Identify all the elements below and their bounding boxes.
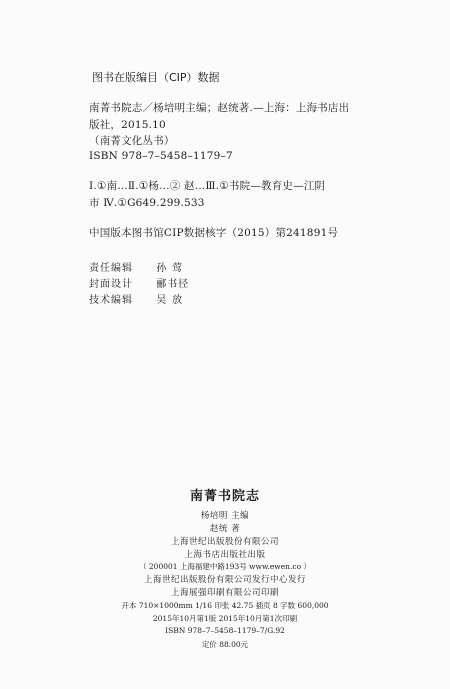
colophon-title: 南菁书院志 xyxy=(189,489,260,504)
colophon-price: 定价 88.00元 xyxy=(201,640,249,649)
staff-name: 郦书径 xyxy=(156,279,190,290)
staff-name: 孙莺 xyxy=(156,263,189,274)
cip-verification: 中国版本图书馆CIP数据核字（2015）第241891号 xyxy=(89,227,339,239)
cip-heading: 图书在版编目（CIP）数据 xyxy=(92,71,220,84)
staff-role: 技术编辑 xyxy=(89,295,133,306)
cip-record-line-2: 版社，2015.10 xyxy=(89,119,166,131)
staff-role: 责任编辑 xyxy=(89,263,133,274)
colophon-printer: 上海展强印刷有限公司印刷 xyxy=(170,588,279,598)
colophon-address: （ 200001 上海福建中路193号 www.ewen.co ） xyxy=(139,562,311,571)
staff-row xyxy=(89,259,188,274)
colophon-publisher: 上海书店出版社出版 xyxy=(184,550,266,560)
staff-row xyxy=(89,291,188,306)
colophon-isbn: ISBN 978–7–5458–1179–7/G.92 xyxy=(165,626,285,635)
staff-row xyxy=(89,275,189,290)
colophon-editor: 杨培明 主编 xyxy=(200,511,250,521)
staff-name: 吴放 xyxy=(156,295,189,306)
colophon-edition: 2015年10月第1版 2015年10月第1次印刷 xyxy=(152,614,298,623)
colophon-author: 赵统 著 xyxy=(209,524,241,534)
cip-subject-line-1: Ⅰ.①南…Ⅱ.①杨…② 赵…Ⅲ.①书院—教育史—江阴 xyxy=(89,180,326,192)
cip-subject-line-2: 市 Ⅳ.①G649.299.533 xyxy=(89,197,205,209)
colophon-distributor: 上海世纪出版股份有限公司发行中心发行 xyxy=(143,575,306,585)
cip-record-line-1: 南菁书院志／杨培明主编；赵统著.—上海：上海书店出 xyxy=(89,102,350,114)
cip-isbn: ISBN 978–7–5458–1179–7 xyxy=(89,150,233,162)
staff-role: 封面设计 xyxy=(89,279,133,290)
cip-series: （南菁文化丛书） xyxy=(89,135,175,147)
colophon-specs: 开本 710×1000mm 1/16 印张 42.75 插页 8 字数 600,000 xyxy=(121,601,329,610)
colophon-publisher-group: 上海世纪出版股份有限公司 xyxy=(170,537,279,547)
